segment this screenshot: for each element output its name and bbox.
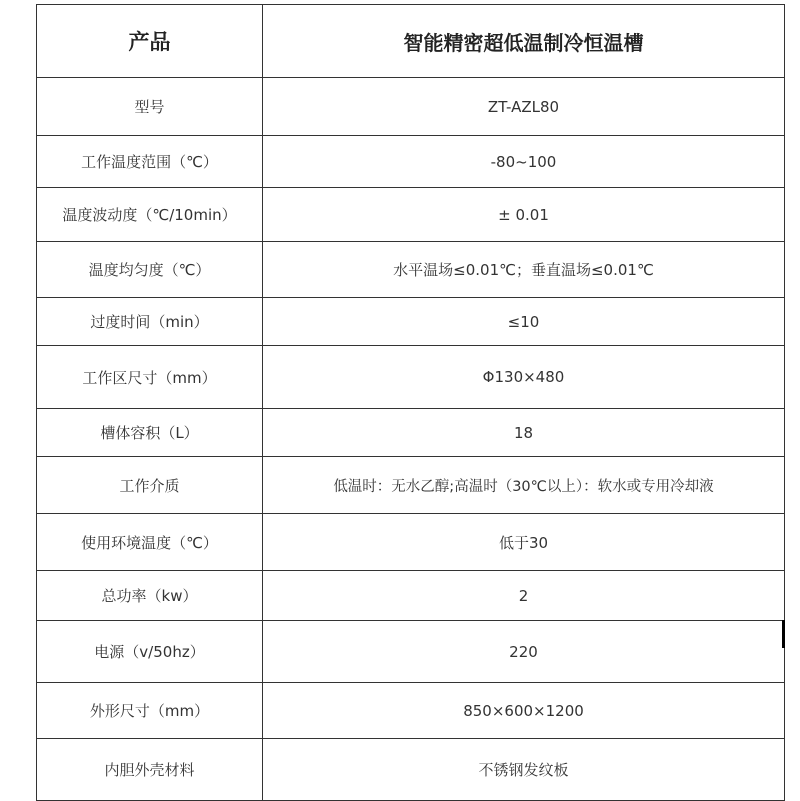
row-label: 工作温度范围（℃） <box>37 136 263 188</box>
table-header-row <box>37 5 785 78</box>
table-row <box>37 621 785 683</box>
table-row <box>37 188 785 242</box>
table-row <box>37 136 785 188</box>
row-label: 槽体容积（L） <box>37 409 263 457</box>
row-label: 工作区尺寸（mm） <box>37 346 263 409</box>
edge-divider <box>782 620 785 648</box>
row-value: ± 0.01 <box>263 188 785 242</box>
row-label: 过度时间（min） <box>37 298 263 346</box>
table-row <box>37 298 785 346</box>
table-row <box>37 571 785 621</box>
row-value: 不锈钢发纹板 <box>263 739 785 801</box>
row-value: 低温时：无水乙醇;高温时（30℃以上）：软水或专用冷却液 <box>263 457 785 514</box>
table-row <box>37 242 785 298</box>
header-label: 产品 <box>37 5 263 78</box>
row-value: Φ130×480 <box>263 346 785 409</box>
row-label: 内胆外壳材料 <box>37 739 263 801</box>
row-value: ≤10 <box>263 298 785 346</box>
header-value: 智能精密超低温制冷恒温槽 <box>263 5 785 78</box>
row-value: 水平温场≤0.01℃；垂直温场≤0.01℃ <box>263 242 785 298</box>
table-row <box>37 409 785 457</box>
row-label: 型号 <box>37 78 263 136</box>
row-label: 工作介质 <box>37 457 263 514</box>
table-row <box>37 346 785 409</box>
row-label: 电源（v/50hz） <box>37 621 263 683</box>
row-label: 外形尺寸（mm） <box>37 683 263 739</box>
row-label: 总功率（kw） <box>37 571 263 621</box>
spec-table <box>36 4 785 801</box>
row-value: 18 <box>263 409 785 457</box>
row-label: 温度波动度（℃/10min） <box>37 188 263 242</box>
table-row <box>37 739 785 801</box>
table-row <box>37 457 785 514</box>
row-value: ZT-AZL80 <box>263 78 785 136</box>
row-value: 850×600×1200 <box>263 683 785 739</box>
row-value: 低于30 <box>263 514 785 571</box>
row-value: 220 <box>263 621 785 683</box>
row-value: 2 <box>263 571 785 621</box>
table-row <box>37 683 785 739</box>
row-label: 温度均匀度（℃） <box>37 242 263 298</box>
table-row <box>37 78 785 136</box>
row-label: 使用环境温度（℃） <box>37 514 263 571</box>
row-value: -80~100 <box>263 136 785 188</box>
table-row <box>37 514 785 571</box>
